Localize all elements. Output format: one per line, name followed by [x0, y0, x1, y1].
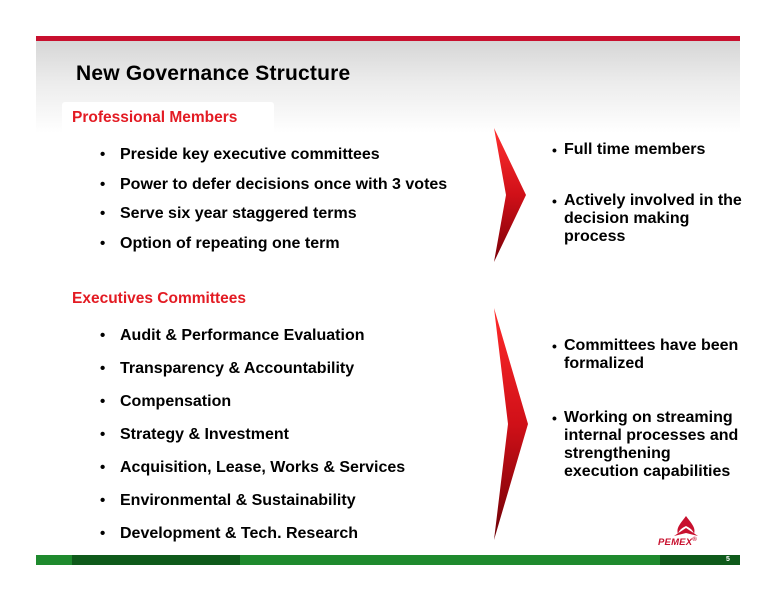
page-number: 5	[726, 556, 730, 563]
logo-text: PEMEX®	[658, 537, 697, 549]
list-item: • Compensation	[100, 393, 405, 426]
list-item: • Environmental & Sustainability	[100, 492, 405, 525]
executive-committees-list	[100, 327, 405, 558]
list-item: • Transparency & Accountability	[100, 360, 405, 393]
list-item: • Audit & Performance Evaluation	[100, 327, 405, 360]
list-item: • Working on streaming internal processes and strengthening execution capabilities	[552, 409, 742, 481]
professional-members-heading: Professional Members	[72, 109, 238, 126]
bottom-accent-bar	[36, 555, 740, 565]
list-item: • Committees have been formalized	[552, 337, 742, 373]
list-item: • Actively involved in the decision making process	[552, 192, 742, 246]
list-item: • Strategy & Investment	[100, 426, 405, 459]
professional-members-notes	[552, 141, 742, 246]
list-item: • Development & Tech. Research	[100, 525, 405, 558]
list-item: • Preside key executive committees	[100, 146, 447, 176]
chevron-arrow-icon	[494, 128, 530, 262]
bottom-bar-segment	[72, 555, 240, 565]
list-item: • Acquisition, Lease, Works & Services	[100, 459, 405, 492]
slide-title: New Governance Structure	[76, 62, 351, 85]
list-item: • Option of repeating one term	[100, 235, 447, 265]
list-item: • Power to defer decisions once with 3 votes	[100, 176, 447, 206]
chevron-arrow-icon	[494, 308, 530, 540]
professional-members-list	[100, 146, 447, 264]
list-item: • Full time members	[552, 141, 742, 159]
executive-committees-notes	[552, 337, 742, 481]
executive-committees-heading: Executives Committees	[72, 290, 247, 307]
list-item: • Serve six year staggered terms	[100, 205, 447, 235]
